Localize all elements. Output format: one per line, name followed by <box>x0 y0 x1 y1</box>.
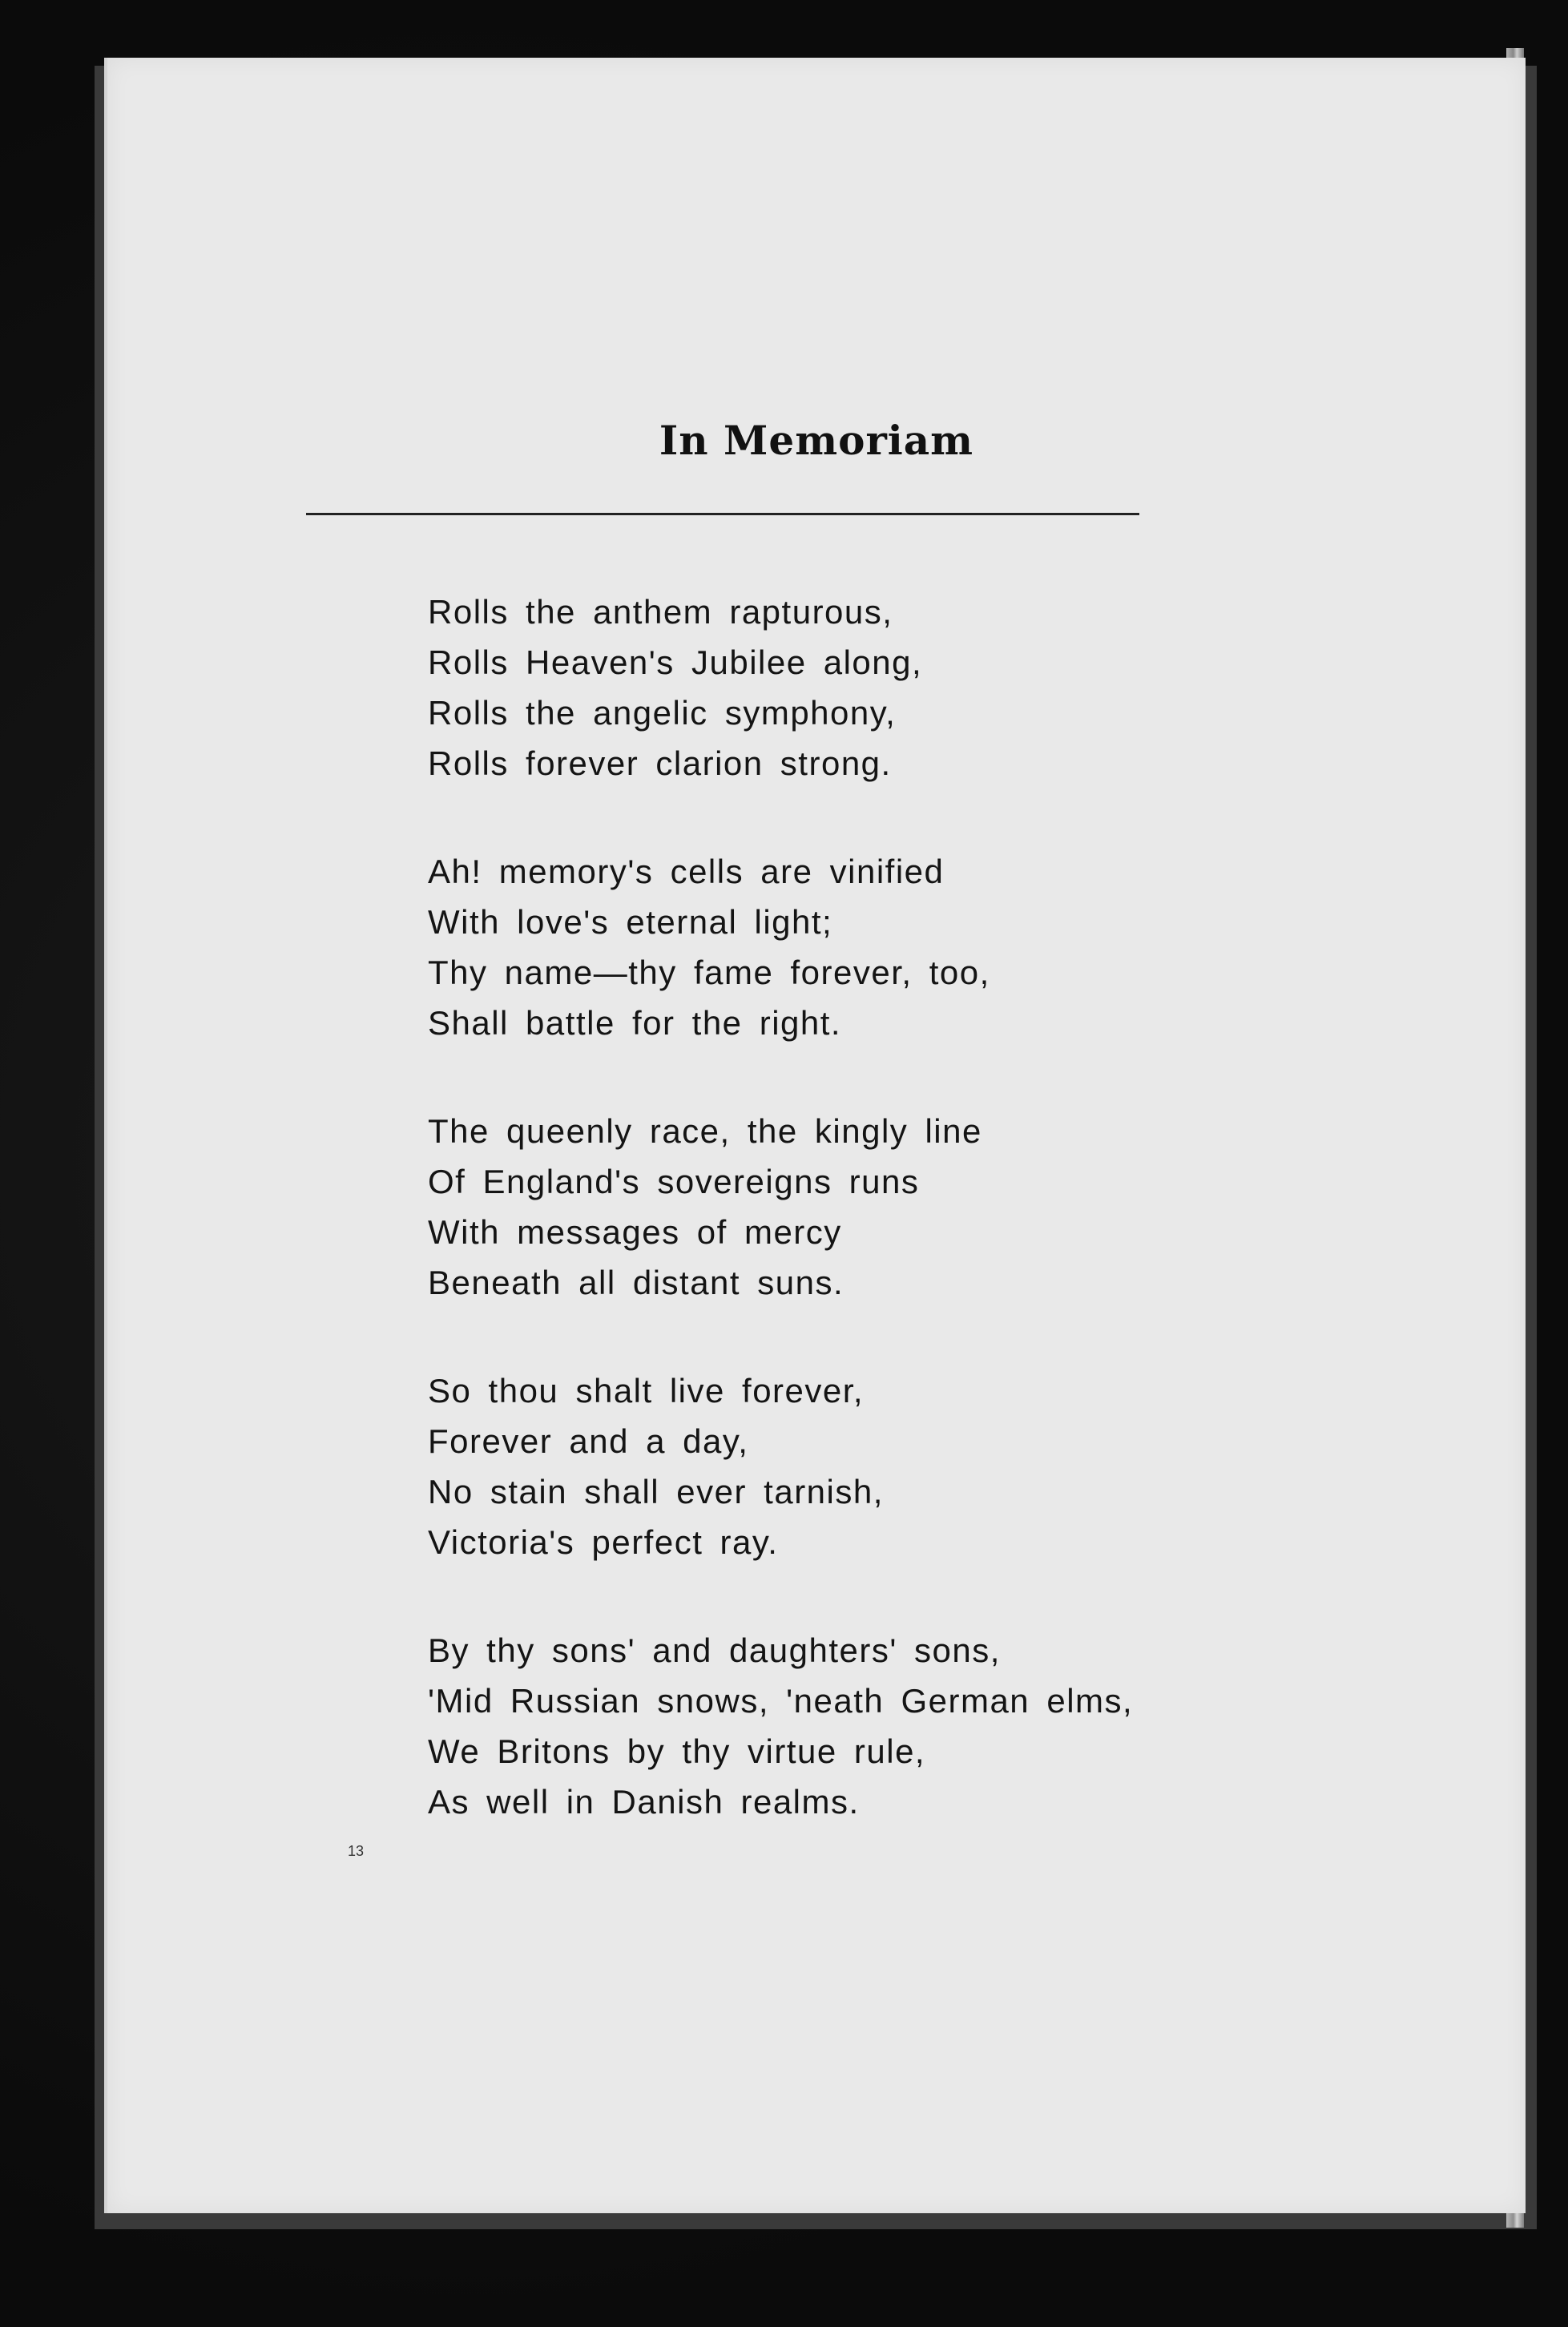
poem-line: Thy name—thy fame forever, too, <box>428 954 990 991</box>
book-page <box>104 58 1526 2213</box>
poem-line: No stain shall ever tarnish, <box>428 1473 884 1510</box>
poem-line: 'Mid Russian snows, 'neath German elms, <box>428 1682 1134 1720</box>
poem-line: Rolls forever clarion strong. <box>428 744 892 782</box>
stanza-2 <box>428 846 1133 1048</box>
poem-line: Victoria's perfect ray. <box>428 1523 779 1561</box>
poem-line: With messages of mercy <box>428 1213 842 1251</box>
poem-line: Of England's sovereigns runs <box>428 1163 920 1200</box>
stanza-1 <box>428 587 1133 788</box>
poem-line: Rolls Heaven's Jubilee along, <box>428 643 923 681</box>
poem-line: The queenly race, the kingly line <box>428 1112 982 1150</box>
poem-body <box>428 587 1133 1885</box>
stanza-3 <box>428 1106 1133 1308</box>
poem-line: Forever and a day, <box>428 1422 749 1460</box>
poem-line: As well in Danish realms. <box>428 1783 860 1821</box>
title-divider <box>306 513 1139 515</box>
poem-line: Ah! memory's cells are vinified <box>428 853 945 890</box>
poem-line: Beneath all distant suns. <box>428 1264 844 1301</box>
poem-line: We Britons by thy virtue rule, <box>428 1732 926 1770</box>
page-number: 13 <box>348 1843 365 1859</box>
poem-line: So thou shalt live forever, <box>428 1372 865 1410</box>
poem-line: Rolls the angelic symphony, <box>428 694 897 732</box>
poem-line: Shall battle for the right. <box>428 1004 842 1042</box>
poem-line: Rolls the anthem rapturous, <box>428 593 893 631</box>
stanza-5 <box>428 1625 1133 1827</box>
poem-title: In Memoriam <box>659 417 974 464</box>
poem-line: By thy sons' and daughters' sons, <box>428 1631 1001 1669</box>
stanza-4 <box>428 1365 1133 1567</box>
poem-line: With love's eternal light; <box>428 903 833 941</box>
